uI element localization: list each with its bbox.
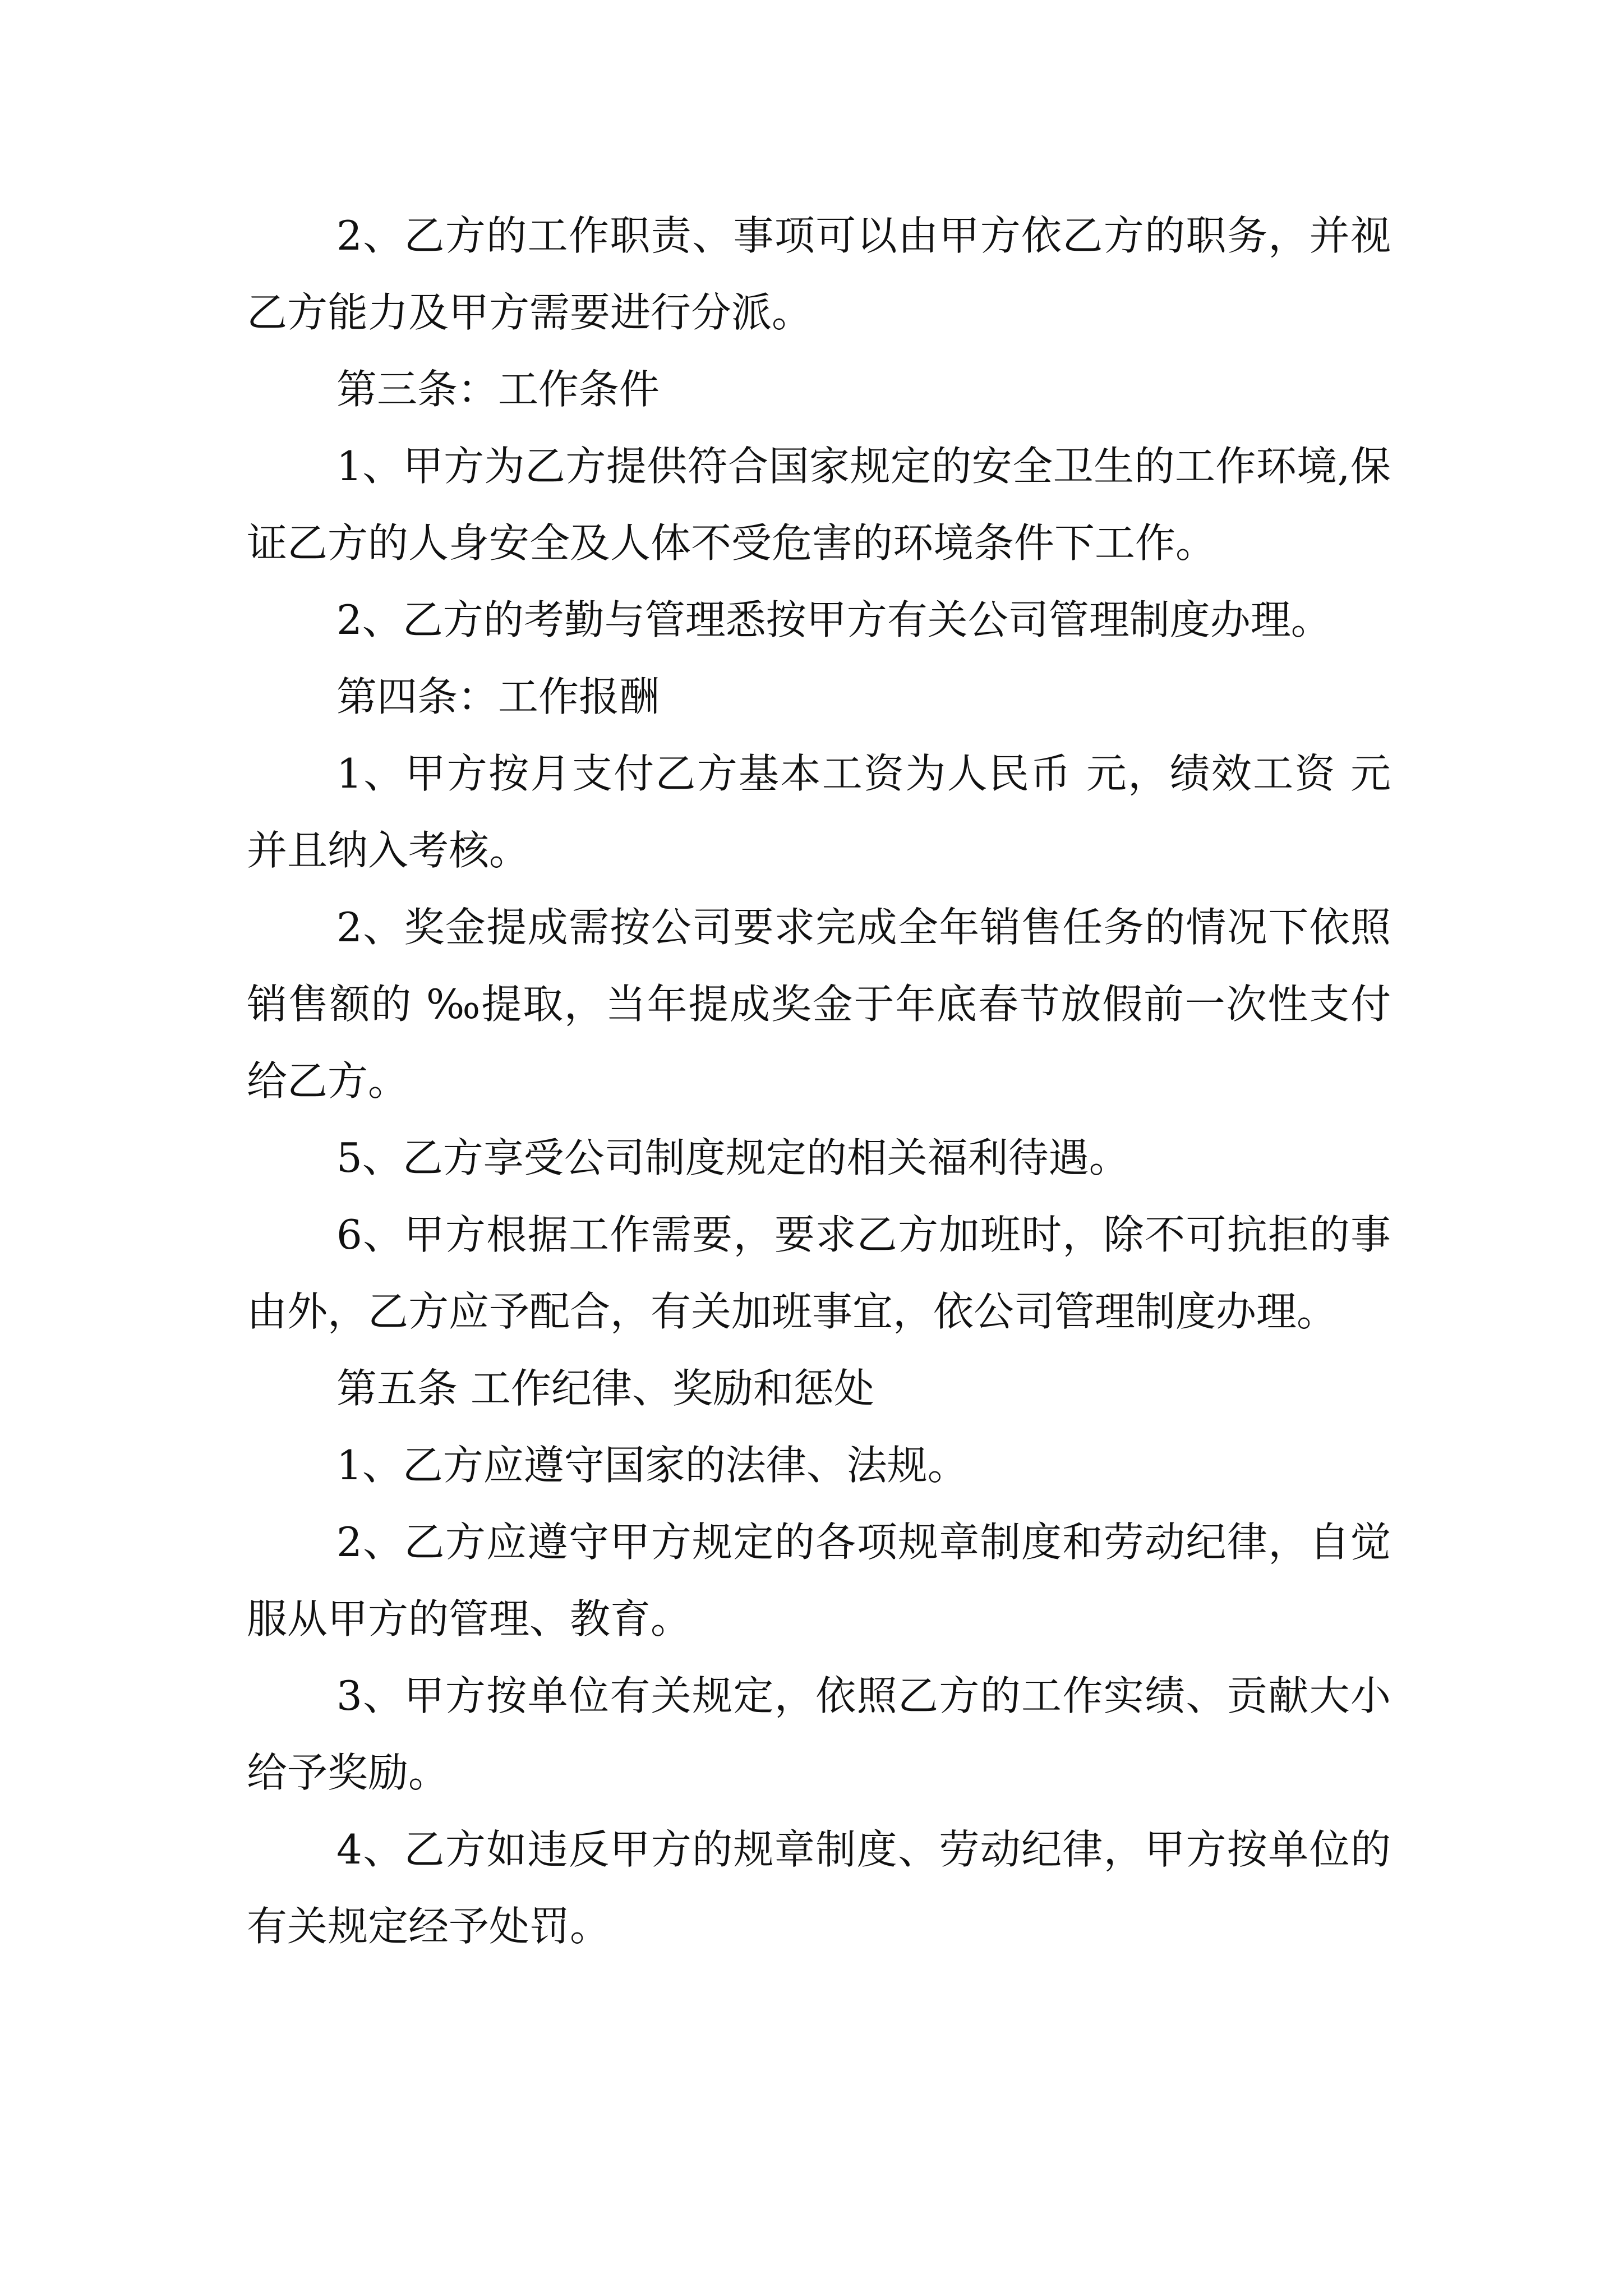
clause-1-environment-paragraph: 1、甲方为乙方提供符合国家规定的安全卫生的工作环境,保证乙方的人身安全及人体不受危害的环境条件下工作。 (247, 443, 1391, 567)
document-body (247, 197, 1391, 1965)
clause-2-duties-paragraph: 2、乙方的工作职责、事项可以由甲方依乙方的职务，并视乙方能力及甲方需要进行分派。 (247, 212, 1391, 336)
clause-2-rules-paragraph: 2、乙方应遵守甲方规定的各项规章制度和劳动纪律，自觉服从甲方的管理、教育。 (247, 1519, 1391, 1642)
clause-4-penalty-paragraph: 4、乙方如违反甲方的规章制度、劳动纪律，甲方按单位的有关规定经予处罚。 (247, 1826, 1391, 1950)
article-3-heading: 第三条：工作条件 (336, 366, 660, 413)
article-5-heading: 第五条 工作纪律、奖励和惩处 (336, 1365, 874, 1412)
clause-1-salary-paragraph: 1、甲方按月支付乙方基本工资为人民币 元，绩效工资 元并且纳入考核。 (247, 750, 1391, 874)
article-4-heading: 第四条：工作报酬 (336, 673, 660, 720)
clause-5-benefits-paragraph: 5、乙方享受公司制度规定的相关福利待遇。 (336, 1134, 1129, 1181)
clause-2-attendance-paragraph: 2、乙方的考勤与管理悉按甲方有关公司管理制度办理。 (336, 596, 1331, 643)
clause-2-bonus-paragraph: 2、奖金提成需按公司要求完成全年销售任务的情况下依照销售额的 ‰提取，当年提成奖金于年底春节放假前一次性支付给乙方。 (247, 904, 1391, 1105)
clause-1-law-paragraph: 1、乙方应遵守国家的法律、法规。 (336, 1442, 968, 1489)
clause-6-overtime-paragraph: 6、甲方根据工作需要，要求乙方加班时，除不可抗拒的事由外，乙方应予配合，有关加班事宜，依公司管理制度办理。 (247, 1211, 1391, 1335)
clause-3-reward-paragraph: 3、甲方按单位有关规定，依照乙方的工作实绩、贡献大小给予奖励。 (247, 1672, 1391, 1796)
